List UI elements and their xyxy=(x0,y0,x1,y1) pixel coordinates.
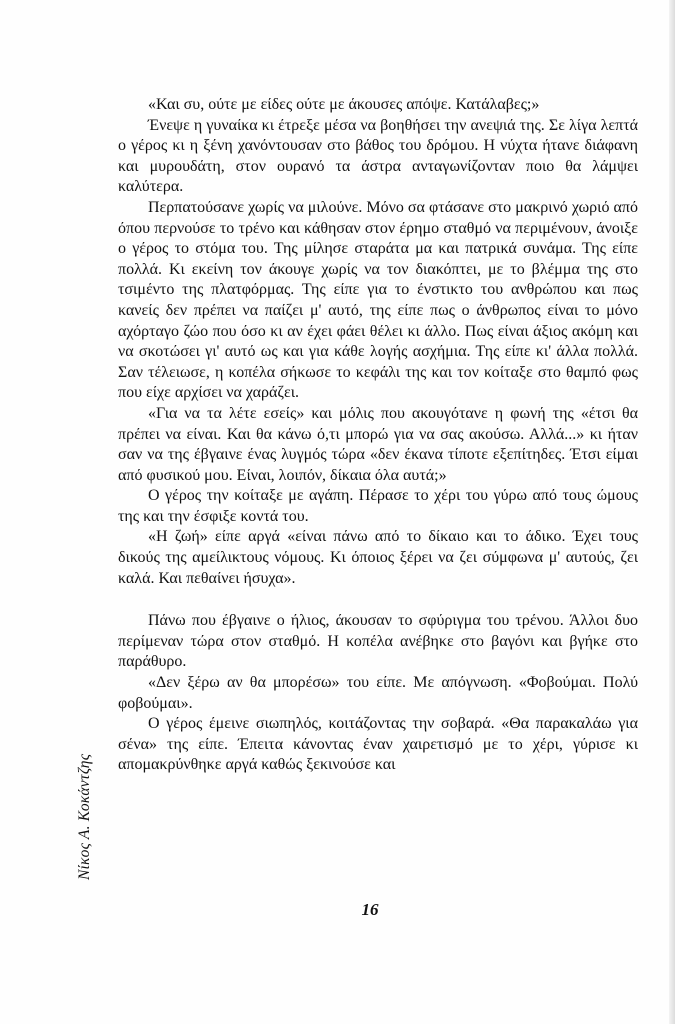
body-text xyxy=(118,95,638,776)
paragraph: «Η ζωή» είπε αργά «είναι πάνω από το δίκαιο και το άδικο. Έχει τους δικούς της αμείλικτους νόμους. Κι όποιος ξέρει να ζει σύμφωνα μ' αυτούς, ζει καλά. Και πεθαίνει ήσυχα». xyxy=(118,528,638,587)
paragraph: «Δεν ξέρω αν θα μπορέσω» του είπε. Με απόγνωση. «Φοβούμαι. Πολύ φοβούμαι». xyxy=(118,674,638,712)
page-edge-shadow xyxy=(669,0,675,1024)
page-number: 16 xyxy=(361,900,379,919)
running-head-author: Νίκος Α. Κοκάντζης xyxy=(76,753,93,880)
paragraph: Πάνω που έβγαινε ο ήλιος, άκουσαν το σφύριγμα του τρένου. Άλλοι δυο περίμεναν τώρα στον σταθμό. Η κοπέλα ανέβηκε στο βαγόνι και βγήκε στο παράθυρο. xyxy=(118,612,638,671)
paragraph: «Για να τα λέτε εσείς» και μόλις που ακουγότανε η φωνή της «έτσι θα πρέπει να είναι. Και θα κάνω ό,τι μπορώ για να σας ακούσω. Αλλά...» κι ήταν σαν να της έβγαινε ένας λυγμός τώρα «δεν έκανα τίποτε εξεπίτηδες. Έτσι είμαι από φυσικού μου. Είναι, λοιπόν, δίκαια όλα αυτά;» xyxy=(118,404,638,484)
paragraph: Ένεψε η γυναίκα κι έτρεξε μέσα να βοηθήσει την ανεψιά της. Σε λίγα λεπτά ο γέρος κι η ξένη χανόντουσαν στο βάθος του δρόμου. Η νύχτα ήτανε διάφανη και μυρουδάτη, στον ουρανό τα άστρα ανταγωνίζονταν ποιο θα λάμψει καλύτερα. xyxy=(118,116,638,196)
paragraph: Περπατούσανε χωρίς να μιλούνε. Μόνο σα φτάσανε στο μακρινό χωριό από όπου περνούσε το τρένο και κάθησαν στον έρημο σταθμό να περιμένουν, άνοιξε ο γέρος το στόμα του. Της μίλησε σταράτα μα και πατρικά συνάμα. Της είπε πολλά. Κι εκείνη τον άκουγε χωρίς να τον διακόπτει, με το βλέμμα της στο τσιμέντο της πλατφόρμας. Της είπε για το ένστικτο του ανθρώπου και πως κανείς δεν πρέπει να παίζει μ' αυτό, της είπε πως ο άνθρωπος είναι το μόνο αχόρταγο ζώο που όσο κι αν έχει φάει θέλει κι άλλο. Πως είναι άξιος ακόμη και να σκοτώσει γι' αυτό ως και για κάθε λογής ασχήμια. Της είπε κι' άλλα πολλά. Σαν τέλειωσε, η κοπέλα σήκωσε το κεφάλι της και τον κοίταξε στο θαμπό φως που είχε αρχίσει να χαράζει. xyxy=(118,198,638,402)
paragraph: Ο γέρος έμεινε σιωπηλός, κοιτάζοντας την σοβαρά. «Θα παρακαλάω για σένα» της είπε. Έπειτα κάνοντας έναν χαιρετισμό με το χέρι, γύρισε κι απομακρύνθηκε αργά καθώς ξεκινούσε και xyxy=(118,715,638,774)
paragraph: «Και συ, ούτε με είδες ούτε με άκουσες απόψε. Κατάλαβες;» xyxy=(148,96,540,113)
paragraph: Ο γέρος την κοίταξε με αγάπη. Πέρασε το χέρι του γύρω από τους ώμους της και την έσφιξε κοντά του. xyxy=(118,487,638,525)
